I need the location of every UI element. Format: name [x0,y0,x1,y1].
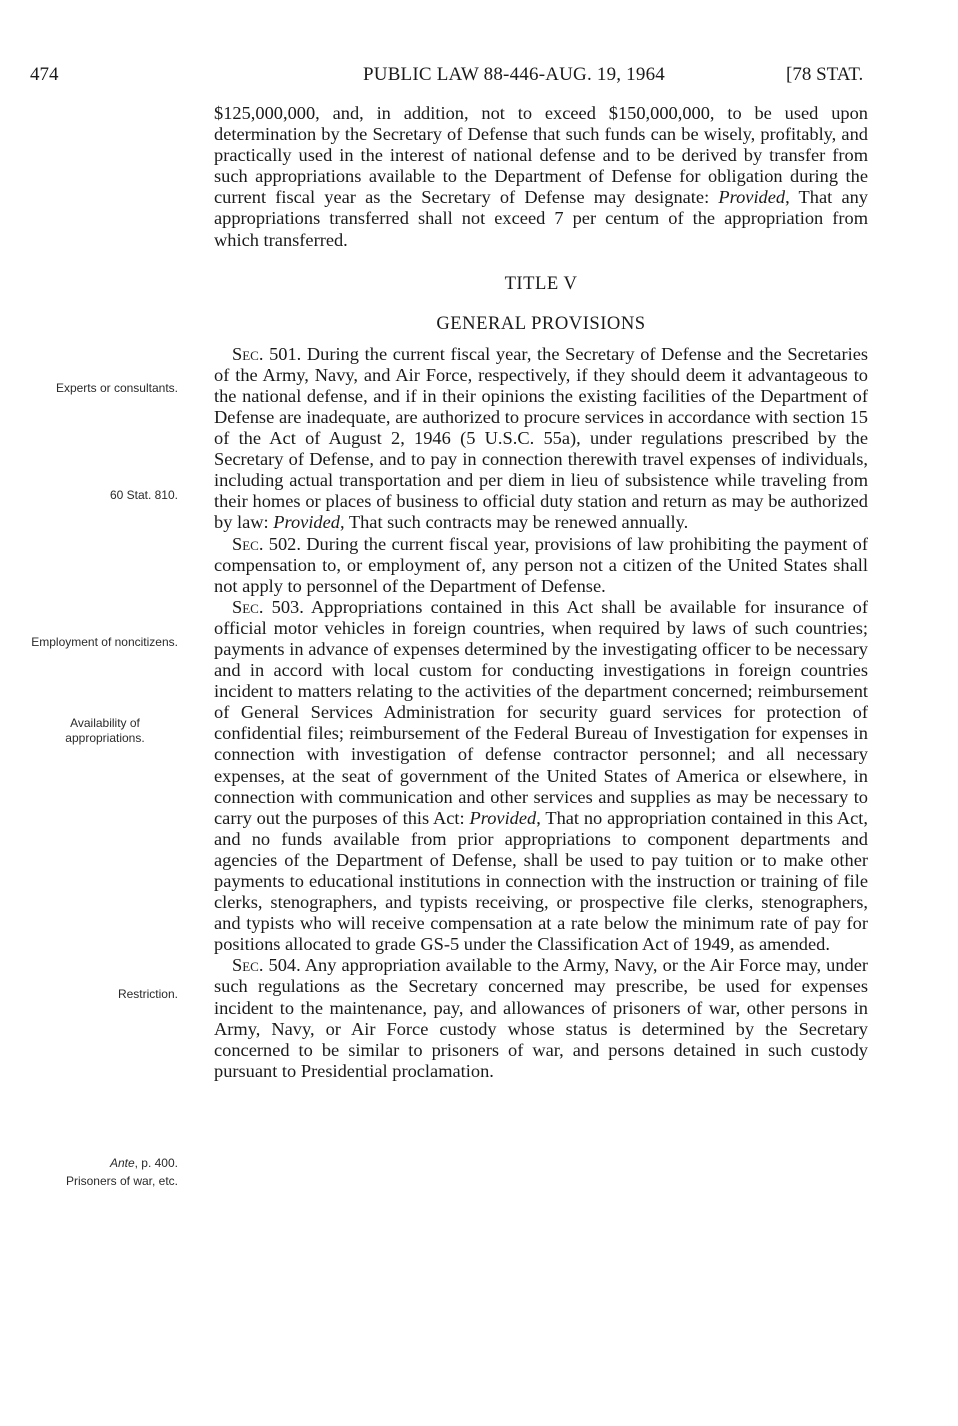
margin-note-ante-citation [28,1156,178,1171]
running-title: PUBLIC LAW 88-446-AUG. 19, 1964 [363,64,665,85]
title-heading: TITLE V [504,272,578,294]
page-header [0,64,958,88]
margin-note-experts: Experts or consultants. [55,381,178,395]
margin-note-availability: Availability of appropriations. [65,716,145,745]
proviso-word: Provided [718,187,786,208]
intro-paragraph: $125,000,000, and, in addition, not to exceed $150,000,000, to be used upon determination by the Secretary of Defense that such funds can be wisely, profitably, and practically used in the interest of national defense and to be derived by transfer from such appropriations available to the Department of Defense for obligation during the current fiscal year as the Secretary of Defense may designate: Provided, That any appropriations transferred shall not exceed 7 per centum of the appropriation from which transferred. [214,103,868,250]
section-label: Sec. 504. [232,955,301,976]
ante-word: Ante [109,1156,135,1170]
section-501: Sec. 501. During the current fiscal year, the Secretary of Defense and the Secretaries of the Army, Navy, and Air Force, respectively, if they should deem it advantageous to the national defense, and if in their opinions the existing facilities of the Department of Defense are inadequate, are authorized to procure services in accordance with section 15 of the Act of August 2, 1946 (5 U.S.C. 55a), under regulations prescribed by the Secretary of Defense, and to pay in connection therewith travel expenses of individuals, including actual transportation and per diem in lieu of subsistence while traveling from their homes or places of business to official duty station and return as may be authorized by law: Provided, That such contracts may be renewed annually. [214,343,869,533]
margin-note-prisoners: Prisoners of war, etc. [65,1174,178,1188]
page-number: 474 [30,64,59,85]
ante-page: , p. 400. [134,1156,178,1170]
general-provisions-heading: GENERAL PROVISIONS [436,312,646,334]
section-label: Sec. 503. [232,596,304,617]
section-label: Sec. 502. [232,533,301,554]
main-text [214,103,868,1082]
section-label: Sec. 501. [232,343,302,364]
proviso-word: Provided [273,512,340,533]
section-504: Sec. 504. Any appropriation available to the Army, Navy, or the Air Force may, under such regulations as the Secretary concerned may prescribe, be used for expenses incident to the maintenance, pay, and allowances of prisoners of war, other persons in Army, Navy, or Air Force custody whose status is determined by the Secretary concerned to be similar to prisoners of war, and persons detained in such custody pursuant to Presidential proclamation. [214,955,868,1081]
section-502: Sec. 502. During the current fiscal year, provisions of law prohibiting the payment of compensation to, or employment of, any person not a citizen of the United States shall not apply to personnel of the Department of Defense. [214,533,869,596]
margin-note-restriction: Restriction. [117,987,178,1001]
margin-note-employment: Employment of noncitizens. [31,635,178,649]
statute-volume: [78 STAT. [786,64,864,85]
proviso-word: Provided [469,807,537,828]
section-503: Sec. 503. Appropriations contained in this Act shall be available for insurance of official motor vehicles in foreign countries, when required by laws of such countries; payments in advance of expenses determined by the investigating officer to be necessary and in accord with local custom for conducting investigations in foreign countries incident to matters relating to the activities of the department concerned; reimbursement of General Services Administration for security guard services for protection of confidential files; reimbursement of the Federal Bureau of Investigation for expenses in connection with investigation of defense contractor personnel; and all necessary expenses, at the seat of government of the United States of America or elsewhere, in connection with communication and other services and supplies as may be necessary to carry out the purposes of this Act: Provided, That no appropriation contained in this Act, and no funds available from prior appropriations to component departments and agencies of the Department of Defense, shall be used to pay tuition or to make other payments to educational institutions in connection with the instruction or training of file clerks, stenographers, and typists receiving, or prospective file clerks, stenographers, and typists who will receive compensation at a rate below the minimum rate of pay for positions allocated to grade GS-5 under the Classification Act of 1949, as amended. [214,596,868,955]
margin-note-stat-citation: 60 Stat. 810. [109,488,178,502]
